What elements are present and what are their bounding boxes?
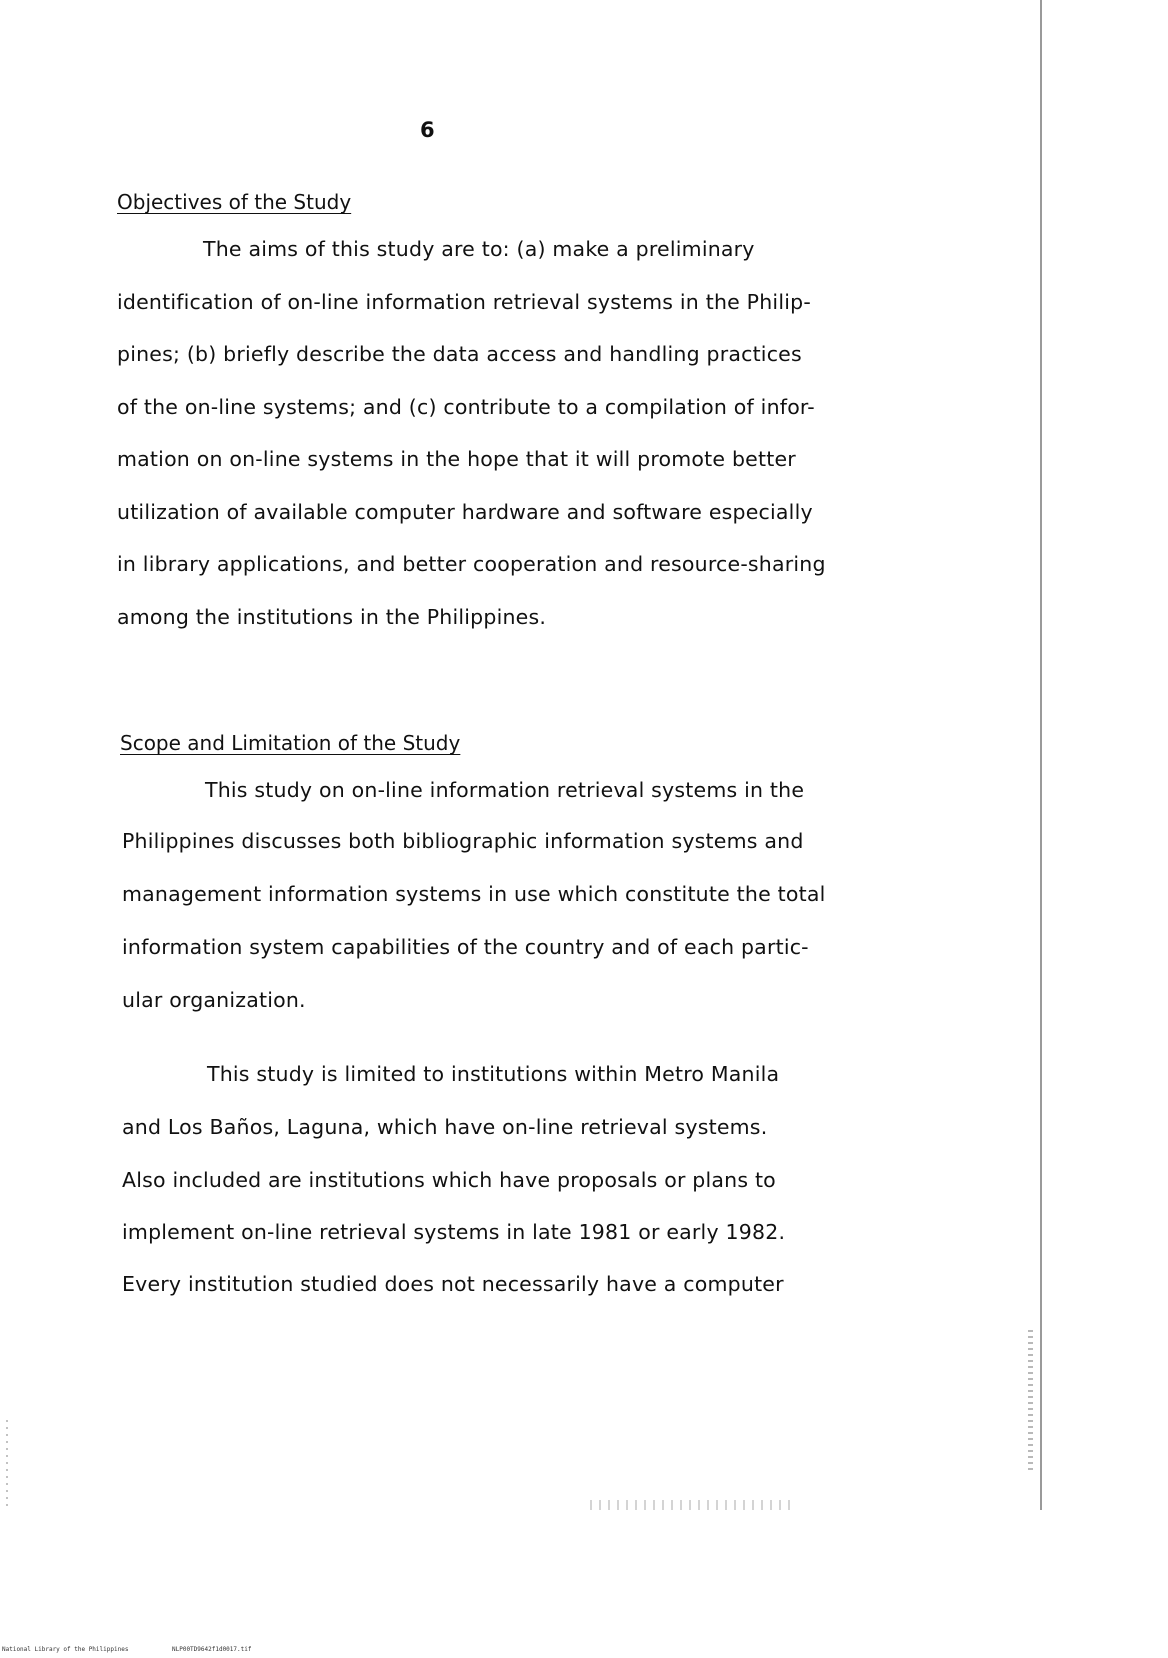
scan-artifact [6,1420,8,1510]
text-line: and Los Baños, Laguna, which have on-line retrieval systems. [122,1115,768,1139]
scan-artifact [1028,1330,1033,1470]
text-line: of the on-line systems; and (c) contribute to a compilation of infor- [117,395,815,419]
text-line: implement on-line retrieval systems in late 1981 or early 1982. [122,1220,786,1244]
text-line: pines; (b) briefly describe the data access and handling practices [117,342,802,366]
text-line: information system capabilities of the country and of each partic- [122,935,809,959]
text-line: management information systems in use which constitute the total [122,882,826,906]
text-line: This study on on-line information retrieval systems in the [205,778,805,802]
section-heading-objectives: Objectives of the Study [117,190,352,214]
text-line: mation on on-line systems in the hope that it will promote better [117,447,796,471]
text-line: Philippines discusses both bibliographic information systems and [122,829,804,853]
text-line: identification of on-line information retrieval systems in the Philip- [117,290,811,314]
scan-edge-line [1040,0,1042,1510]
text-line: ular organization. [122,988,306,1012]
page-number: 6 [420,118,435,142]
text-line: in library applications, and better cooperation and resource-sharing [117,552,826,576]
scan-artifact [590,1500,790,1510]
text-line: Every institution studied does not necessarily have a computer [122,1272,784,1296]
text-line: Also included are institutions which have proposals or plans to [122,1168,776,1192]
text-line: The aims of this study are to: (a) make a preliminary [203,237,755,261]
text-line: This study is limited to institutions within Metro Manila [207,1062,780,1086]
section-heading-scope: Scope and Limitation of the Study [120,731,461,755]
text-line: utilization of available computer hardware and software especially [117,500,813,524]
footer-source: National Library of the Philippines [2,1646,129,1653]
footer-filename: NLP00TD9642f1d0017.tif [172,1646,252,1653]
text-line: among the institutions in the Philippines. [117,605,547,629]
